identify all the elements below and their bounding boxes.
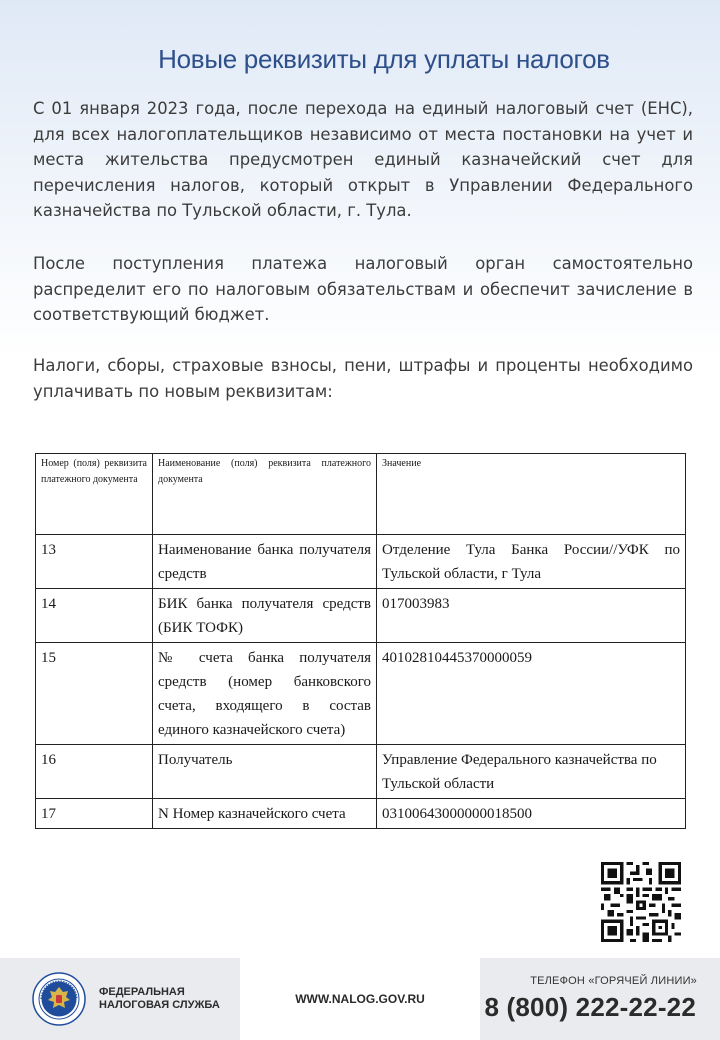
- header-value: Значение: [377, 454, 686, 535]
- row-number: 15: [36, 643, 153, 745]
- row-value: 03100643000000018500: [377, 799, 686, 829]
- header-field-name: Наименование (поля) реквизита платежного документа: [153, 454, 377, 535]
- table-row: [36, 589, 686, 643]
- table-header-row: [36, 454, 686, 535]
- fns-emblem-icon: [32, 972, 86, 1026]
- distribution-paragraph: После поступления платежа налоговый орган самостоятельно распределит его по налоговым обязательствам и обеспечит зачисление в соответствующий бюджет.: [33, 254, 693, 324]
- row-field-name: № счета банка получателя средств (номер банковского счета, входящего в состав единого казначейского счета): [153, 643, 377, 745]
- website-block: [240, 958, 480, 1040]
- org-name: ФЕДЕРАЛЬНАЯ НАЛОГОВАЯ СЛУЖБА: [99, 986, 220, 1011]
- requisites-table: [35, 453, 686, 829]
- row-number: 14: [36, 589, 153, 643]
- row-number: 16: [36, 745, 153, 799]
- row-number: 17: [36, 799, 153, 829]
- row-field-name: БИК банка получателя средств (БИК ТОФК): [153, 589, 377, 643]
- table-row: [36, 745, 686, 799]
- row-value: Отделение Тула Банка России//УФК по Тульской области, г Тула: [377, 535, 686, 589]
- row-field-name: Получатель: [153, 745, 377, 799]
- table-row: [36, 643, 686, 745]
- row-field-name: Наименование банка получателя средств: [153, 535, 377, 589]
- header-field-number: Номер (поля) реквизита платежного документа: [36, 454, 153, 535]
- page-title: Новые реквизиты для уплаты налогов: [158, 44, 610, 74]
- table-row: [36, 799, 686, 829]
- row-value: Управление Федерального казначейства по Тульской области: [377, 745, 686, 799]
- row-value: 40102810445370000059: [377, 643, 686, 745]
- footer: [0, 958, 720, 1040]
- row-value: 017003983: [377, 589, 686, 643]
- qr-code-icon[interactable]: [601, 862, 681, 942]
- table-row: [36, 535, 686, 589]
- intro-paragraph: С 01 января 2023 года, после перехода на единый налоговый счет (ЕНС), для всех налогоплательщиков независимо от места постановки на учет и места жительства предусмотрен единый казначейский счет для перечисления налогов, который открыт в Управлении Федерального казначейства по Тульской области, г. Тула.: [33, 99, 693, 220]
- hotline-phone[interactable]: 8 (800) 222-22-22: [484, 992, 696, 1022]
- row-field-name: N Номер казначейского счета: [153, 799, 377, 829]
- row-number: 13: [36, 535, 153, 589]
- hotline-label: ТЕЛЕФОН «ГОРЯЧЕЙ ЛИНИИ»: [530, 975, 697, 987]
- website-link[interactable]: WWW.NALOG.GOV.RU: [295, 992, 425, 1006]
- requisites-lead-paragraph: Налоги, сборы, страховые взносы, пени, штрафы и проценты необходимо уплачивать по новым реквизитам:: [33, 356, 693, 401]
